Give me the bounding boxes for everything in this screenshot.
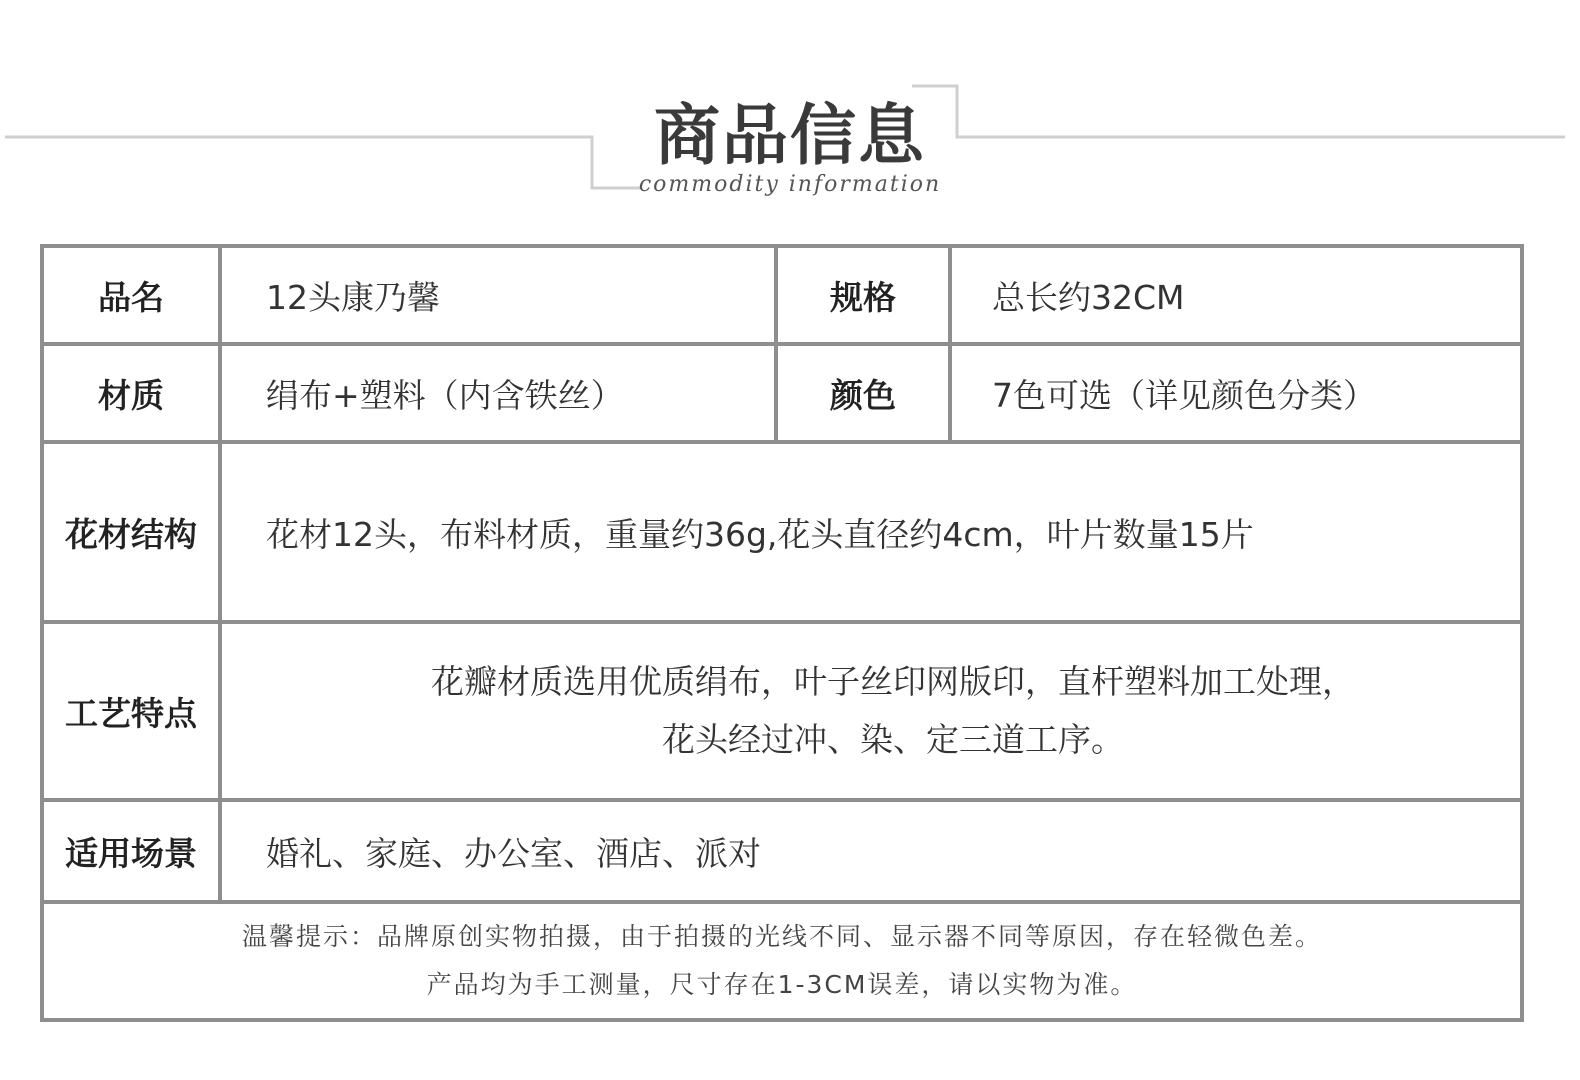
right-divider-line <box>912 86 1565 137</box>
table-row <box>44 802 1520 904</box>
craft-line-1: 花瓣材质选用优质绢布，叶子丝印网版印，直杆塑料加工处理， <box>431 662 1355 701</box>
left-divider-line <box>5 137 640 188</box>
page-subtitle: commodity information <box>638 172 942 197</box>
row-label-spec: 规格 <box>778 248 952 342</box>
table-row <box>44 248 1520 346</box>
table-row <box>44 346 1520 444</box>
notice-line-1: 温馨提示：品牌原创实物拍摄，由于拍摄的光线不同、显示器不同等原因，存在轻微色差。 <box>241 922 1322 951</box>
notice-text <box>44 904 1520 1018</box>
row-value-color: 7色可选（详见颜色分类） <box>992 375 1376 415</box>
row-label-name: 品名 <box>44 248 222 342</box>
row-value-spec: 总长约32CM <box>992 277 1185 317</box>
row-label-color: 颜色 <box>778 346 952 440</box>
row-value-material: 绢布+塑料（内含铁丝） <box>222 346 778 440</box>
page-title: 商品信息 <box>654 97 926 174</box>
table-row <box>44 624 1520 802</box>
notice-row <box>44 904 1520 1018</box>
row-label-material: 材质 <box>44 346 222 440</box>
row-value-name: 12头康乃馨 <box>222 248 778 342</box>
header <box>0 0 1580 230</box>
product-info-table <box>40 244 1524 1022</box>
table-row <box>44 444 1520 624</box>
row-value-craft <box>222 624 1520 798</box>
craft-line-2: 花头经过冲、染、定三道工序。 <box>662 720 1124 759</box>
row-label-scene: 适用场景 <box>44 802 222 900</box>
row-label-craft: 工艺特点 <box>44 624 222 798</box>
row-value-scene: 婚礼、家庭、办公室、酒店、派对 <box>266 833 761 873</box>
row-value-structure: 花材12头，布料材质，重量约36g,花头直径约4cm，叶片数量15片 <box>266 514 1254 554</box>
row-label-structure: 花材结构 <box>44 444 222 620</box>
notice-line-2: 产品均为手工测量，尺寸存在1-3CM误差，请以实物为准。 <box>426 970 1138 999</box>
